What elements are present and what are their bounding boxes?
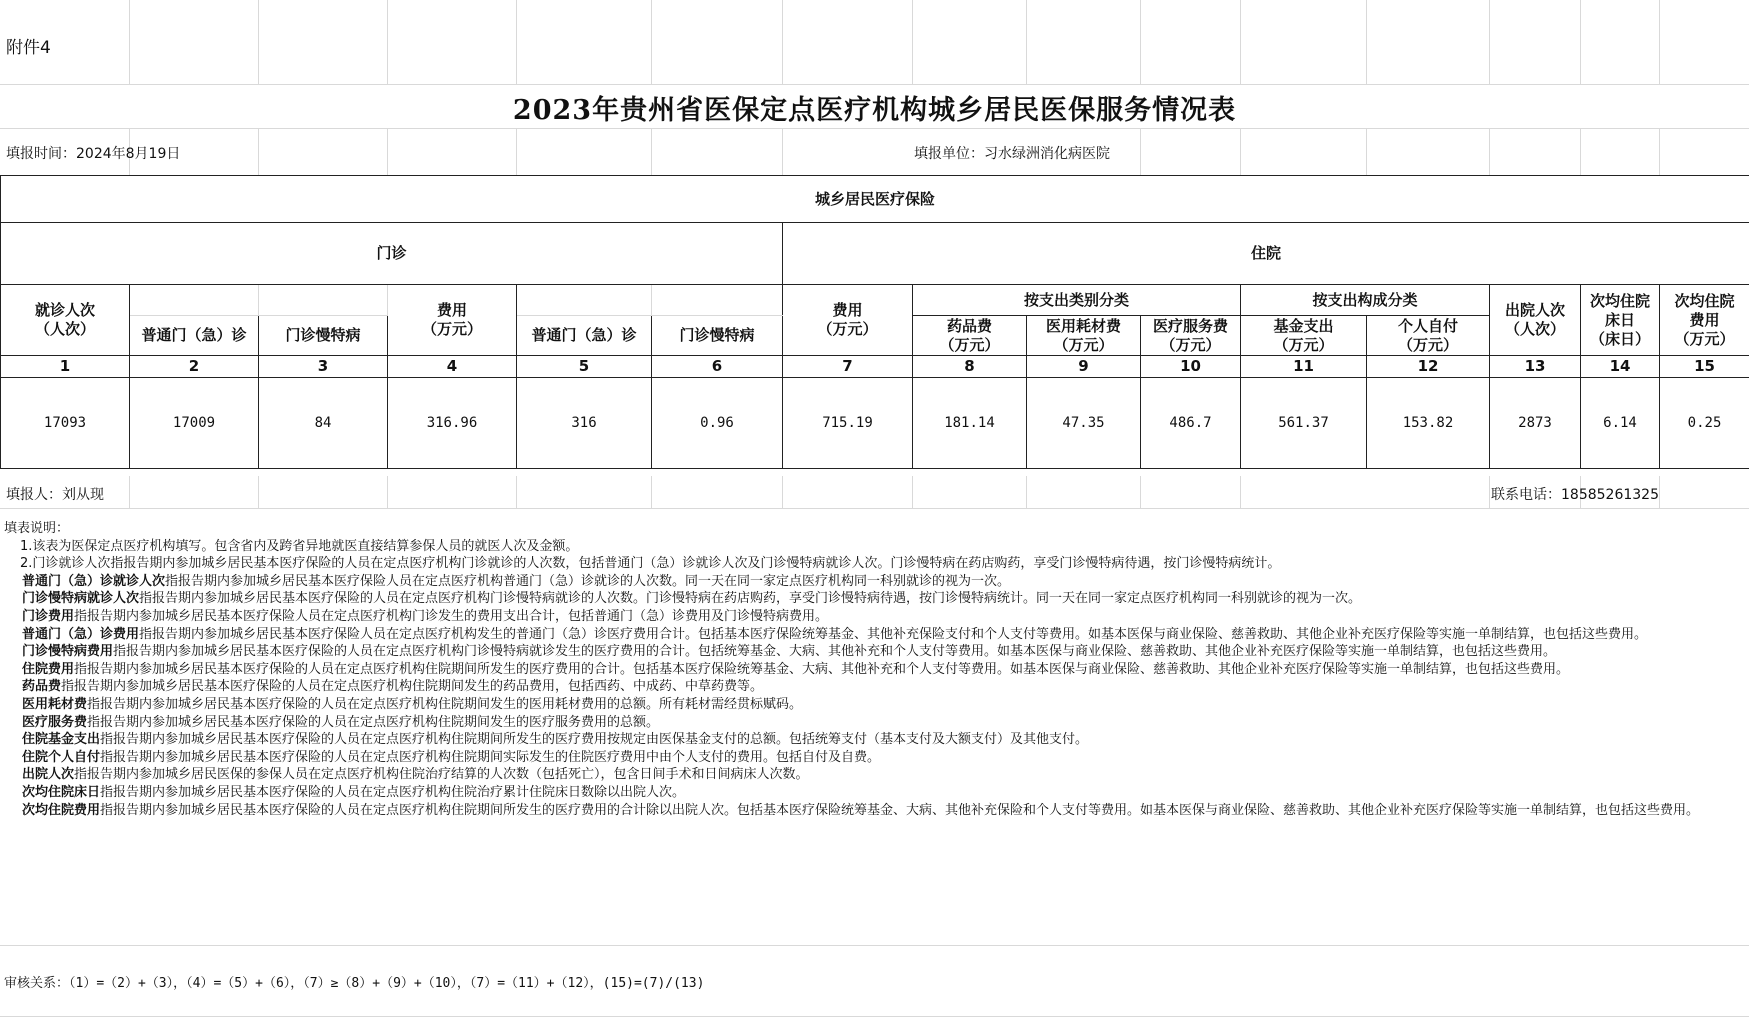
note-item	[4, 714, 1739, 732]
note-item: 2.门诊就诊人次指报告期内参加城乡居民基本医疗保险的人员在定点医疗机构门诊就诊的人次数，包括普通门（急）诊就诊人次及门诊慢特病就诊人次。门诊慢特病在药店购药，享受门诊慢特病待遇，按门诊慢特病统计。	[20, 556, 1281, 572]
note-text: 指报告期内参加城乡居民医保的参保人员在定点医疗机构住院治疗结算的人次数（包括死亡），包含日间手术和日间病床人次数。	[74, 767, 809, 783]
grid-line	[1580, 128, 1581, 175]
column-number: 9	[1027, 356, 1141, 378]
grid-line	[1580, 0, 1581, 84]
note-text: 指报告期内参加城乡居民基本医疗保险人员在定点医疗机构发生的普通门（急）诊医疗费用合计。包括基本医疗保险统筹基金、其他补充保险支付和个人支付等费用。如基本医保与商业保险、慈善救助、其他企业补充医疗保险等实施一单制结算，也包括这些费用。	[139, 626, 1648, 642]
column-number: 6	[652, 356, 783, 378]
note-item	[4, 784, 1739, 802]
column-number: 2	[130, 356, 259, 378]
note-term: 医疗服务费	[22, 714, 88, 730]
note-text: 指报告期内参加城乡居民基本医疗保险的人员在定点医疗机构住院期间实际发生的住院医疗费用中由个人支付的费用。包括自付及自费。	[100, 749, 881, 765]
grid-line	[0, 1016, 1749, 1017]
grid-line	[258, 476, 259, 508]
header-op-cost: 费用 （万元）	[388, 285, 517, 356]
note-item	[4, 749, 1739, 767]
note-text: 指报告期内参加城乡居民基本医疗保险人员在定点医疗机构门诊发生的费用支出合计，包括普通门（急）诊费用及门诊慢特病费用。	[74, 608, 829, 624]
grid-line	[516, 476, 517, 508]
report-time: 填报时间：2024年8月19日	[6, 146, 181, 162]
column-number: 12	[1367, 356, 1490, 378]
note-term: 药品费	[22, 679, 62, 695]
grid-line	[651, 0, 652, 84]
value-discharges: 2873	[1490, 378, 1581, 469]
note-item	[4, 766, 1739, 784]
value-general-cost: 316	[517, 378, 652, 469]
note-text: 指报告期内参加城乡居民基本医疗保险的人员在定点医疗机构住院期间发生的药品费用，包括西药、中成药、中草药费等。	[61, 679, 764, 695]
header-chronic-cost: 门诊慢特病	[652, 316, 783, 356]
grid-line	[0, 84, 1749, 85]
inpatient-header: 住院	[783, 223, 1749, 285]
column-number: 13	[1490, 356, 1581, 378]
value-self-pay: 153.82	[1367, 378, 1490, 469]
grid-line	[1140, 0, 1141, 84]
note-term: 住院个人自付	[22, 749, 101, 765]
value-fund: 561.37	[1241, 378, 1367, 469]
grid-line	[1489, 128, 1490, 175]
grid-line	[387, 0, 388, 84]
grid-line	[1026, 476, 1027, 508]
note-term: 住院基金支出	[22, 732, 101, 748]
column-number: 5	[517, 356, 652, 378]
note-text: 指报告期内参加城乡居民基本医疗保险的人员在定点医疗机构门诊慢特病就诊的人次数。门诊慢特病在药店购药，享受门诊慢特病待遇，按门诊慢特病统计。同一天在同一家定点医疗机构同一科别就诊的视为一次。	[139, 591, 1362, 607]
header-drug: 药品费 （万元）	[913, 316, 1027, 356]
outpatient-header: 门诊	[1, 223, 783, 285]
column-number: 14	[1581, 356, 1660, 378]
header-blank	[652, 285, 783, 316]
column-number: 11	[1241, 356, 1367, 378]
note-text: 指报告期内参加城乡居民基本医疗保险的人员在定点医疗机构住院治疗累计住院床日数除以出院人次。	[100, 784, 686, 800]
grid-line	[1366, 128, 1367, 175]
note-text: 指报告期内参加城乡居民基本医疗保险的人员在定点医疗机构门诊慢特病就诊发生的医疗费用的合计。包括统筹基金、大病、其他补充和个人支付等费用。如基本医保与商业保险、慈善救助、其他企业补充医疗保险等实施一单制结算，也包括这些费用。	[113, 644, 1557, 660]
grid-line	[387, 128, 388, 175]
grid-line	[258, 128, 259, 175]
header-service: 医疗服务费 （万元）	[1141, 316, 1241, 356]
section-title: 城乡居民医疗保险	[1, 176, 1749, 223]
grid-line	[0, 508, 1749, 509]
header-by-category: 按支出类别分类	[913, 285, 1241, 316]
audit-relations: 审核关系：（1）=（2）+（3），（4）=（5）+（6），（7）≥（8）+（9）+（10），（7）=（11）+（12），(15)=(7)/(13)	[4, 976, 705, 991]
header-ip-cost: 费用 （万元）	[783, 285, 913, 356]
notes-section	[4, 520, 1739, 819]
header-self-pay: 个人自付 （万元）	[1367, 316, 1490, 356]
grid-line	[0, 945, 1749, 946]
grid-line	[1659, 476, 1660, 508]
grid-line	[1659, 0, 1660, 84]
contact-phone: 联系电话：18585261325	[1491, 487, 1659, 503]
note-item: 1.该表为医保定点医疗机构填写。包含省内及跨省异地就医直接结算参保人员的就医人次及金额。	[20, 538, 579, 554]
note-text: 指报告期内参加城乡居民基本医疗保险的人员在定点医疗机构住院期间所发生的医疗费用的合计除以出院人次。包括基本医疗保险统筹基金、大病、其他补充保险和个人支付等费用。如基本医保与商业保险、慈善救助、其他企业补充医疗保险等实施一单制结算，也包括这些费用。	[100, 802, 1700, 818]
value-chronic-cost: 0.96	[652, 378, 783, 469]
value-material: 47.35	[1027, 378, 1141, 469]
grid-line	[1659, 128, 1660, 175]
column-number: 10	[1141, 356, 1241, 378]
note-term: 门诊慢特病费用	[22, 644, 114, 660]
grid-line	[782, 0, 783, 84]
column-number: 4	[388, 356, 517, 378]
grid-line	[651, 476, 652, 508]
note-term: 门诊费用	[22, 608, 75, 624]
note-item	[4, 731, 1739, 749]
note-term: 门诊慢特病就诊人次	[22, 591, 140, 607]
note-item	[4, 802, 1739, 820]
header-fund: 基金支出 （万元）	[1241, 316, 1367, 356]
column-number: 8	[913, 356, 1027, 378]
note-item	[4, 696, 1739, 714]
note-item	[4, 608, 1739, 626]
header-material: 医用耗材费 （万元）	[1027, 316, 1141, 356]
value-avg-cost: 0.25	[1660, 378, 1749, 469]
value-op-cost: 316.96	[388, 378, 517, 469]
note-item	[4, 626, 1739, 644]
note-term: 普通门（急）诊费用	[22, 626, 140, 642]
note-text: 指报告期内参加城乡居民基本医疗保险的人员在定点医疗机构住院期间发生的医用耗材费用的总额。所有耗材需经贯标赋码。	[87, 696, 803, 712]
header-general-visits: 普通门（急）诊	[130, 316, 259, 356]
grid-line	[1366, 0, 1367, 84]
header-blank	[130, 285, 259, 316]
grid-line	[1240, 0, 1241, 84]
grid-line	[258, 0, 259, 84]
grid-line	[516, 128, 517, 175]
header-blank	[259, 285, 388, 316]
note-item	[4, 590, 1739, 608]
grid-line	[1140, 476, 1141, 508]
value-service: 486.7	[1141, 378, 1241, 469]
grid-line	[516, 0, 517, 84]
report-unit: 填报单位：习水绿洲消化病医院	[914, 146, 1110, 162]
note-term: 医用耗材费	[22, 696, 88, 712]
note-item	[4, 643, 1739, 661]
header-visits: 就诊人次 （人次）	[1, 285, 130, 356]
statistics-table	[0, 175, 1749, 469]
note-text: 指报告期内参加城乡居民基本医疗保险的人员在定点医疗机构住院期间所发生的医疗费用按规定由医保基金支付的总额。包括统筹支付（基本支付及大额支付）及其他支付。	[100, 732, 1089, 748]
column-number: 15	[1660, 356, 1749, 378]
notes-heading: 填表说明：	[4, 521, 70, 536]
attachment-label: 附件4	[6, 38, 51, 58]
grid-line	[782, 476, 783, 508]
note-item	[4, 661, 1739, 679]
column-number: 3	[259, 356, 388, 378]
value-avg-bed-days: 6.14	[1581, 378, 1660, 469]
note-term: 普通门（急）诊就诊人次	[22, 573, 166, 589]
column-number: 1	[1, 356, 130, 378]
value-general-visits: 17009	[130, 378, 259, 469]
note-term: 出院人次	[22, 767, 75, 783]
note-text: 指报告期内参加城乡居民基本医疗保险的人员在定点医疗机构住院期间发生的医疗服务费用的总额。	[87, 714, 660, 730]
grid-line	[782, 128, 783, 175]
grid-line	[0, 128, 1749, 129]
grid-line	[129, 0, 130, 84]
grid-line	[1140, 128, 1141, 175]
header-blank	[517, 285, 652, 316]
header-avg-cost: 次均住院 费用 （万元）	[1660, 285, 1749, 356]
note-text: 指报告期内参加城乡居民基本医疗保险的人员在定点医疗机构住院期间所发生的医疗费用的合计。包括基本医疗保险统筹基金、大病、其他补充和个人支付等费用。如基本医保与商业保险、慈善救助、其他企业补充医疗保险等实施一单制结算，也包括这些费用。	[74, 661, 1570, 677]
grid-line	[1489, 476, 1490, 508]
page-title: 2023年贵州省医保定点医疗机构城乡居民医保服务情况表	[512, 95, 1237, 126]
filler-name: 填报人：刘从现	[6, 487, 104, 503]
header-avg-bed-days: 次均住院 床日 （床日）	[1581, 285, 1660, 356]
grid-line	[1240, 128, 1241, 175]
header-discharges: 出院人次 （人次）	[1490, 285, 1581, 356]
header-chronic-visits: 门诊慢特病	[259, 316, 388, 356]
header-general-cost: 普通门（急）诊	[517, 316, 652, 356]
note-term: 次均住院床日	[22, 784, 101, 800]
grid-line	[1489, 0, 1490, 84]
grid-line	[912, 0, 913, 84]
note-item	[4, 573, 1739, 591]
grid-line	[1240, 476, 1241, 508]
grid-line	[912, 476, 913, 508]
value-chronic-visits: 84	[259, 378, 388, 469]
grid-line	[651, 128, 652, 175]
grid-line	[129, 476, 130, 508]
value-drug: 181.14	[913, 378, 1027, 469]
note-term: 住院费用	[22, 661, 75, 677]
note-term: 次均住院费用	[22, 802, 101, 818]
grid-line	[387, 476, 388, 508]
note-item	[4, 678, 1739, 696]
note-text: 指报告期内参加城乡居民基本医疗保险人员在定点医疗机构普通门（急）诊就诊的人次数。同一天在同一家定点医疗机构同一科别就诊的视为一次。	[165, 573, 1011, 589]
grid-line	[1026, 0, 1027, 84]
header-by-structure: 按支出构成分类	[1241, 285, 1490, 316]
value-ip-cost: 715.19	[783, 378, 913, 469]
value-visits: 17093	[1, 378, 130, 469]
column-number: 7	[783, 356, 913, 378]
